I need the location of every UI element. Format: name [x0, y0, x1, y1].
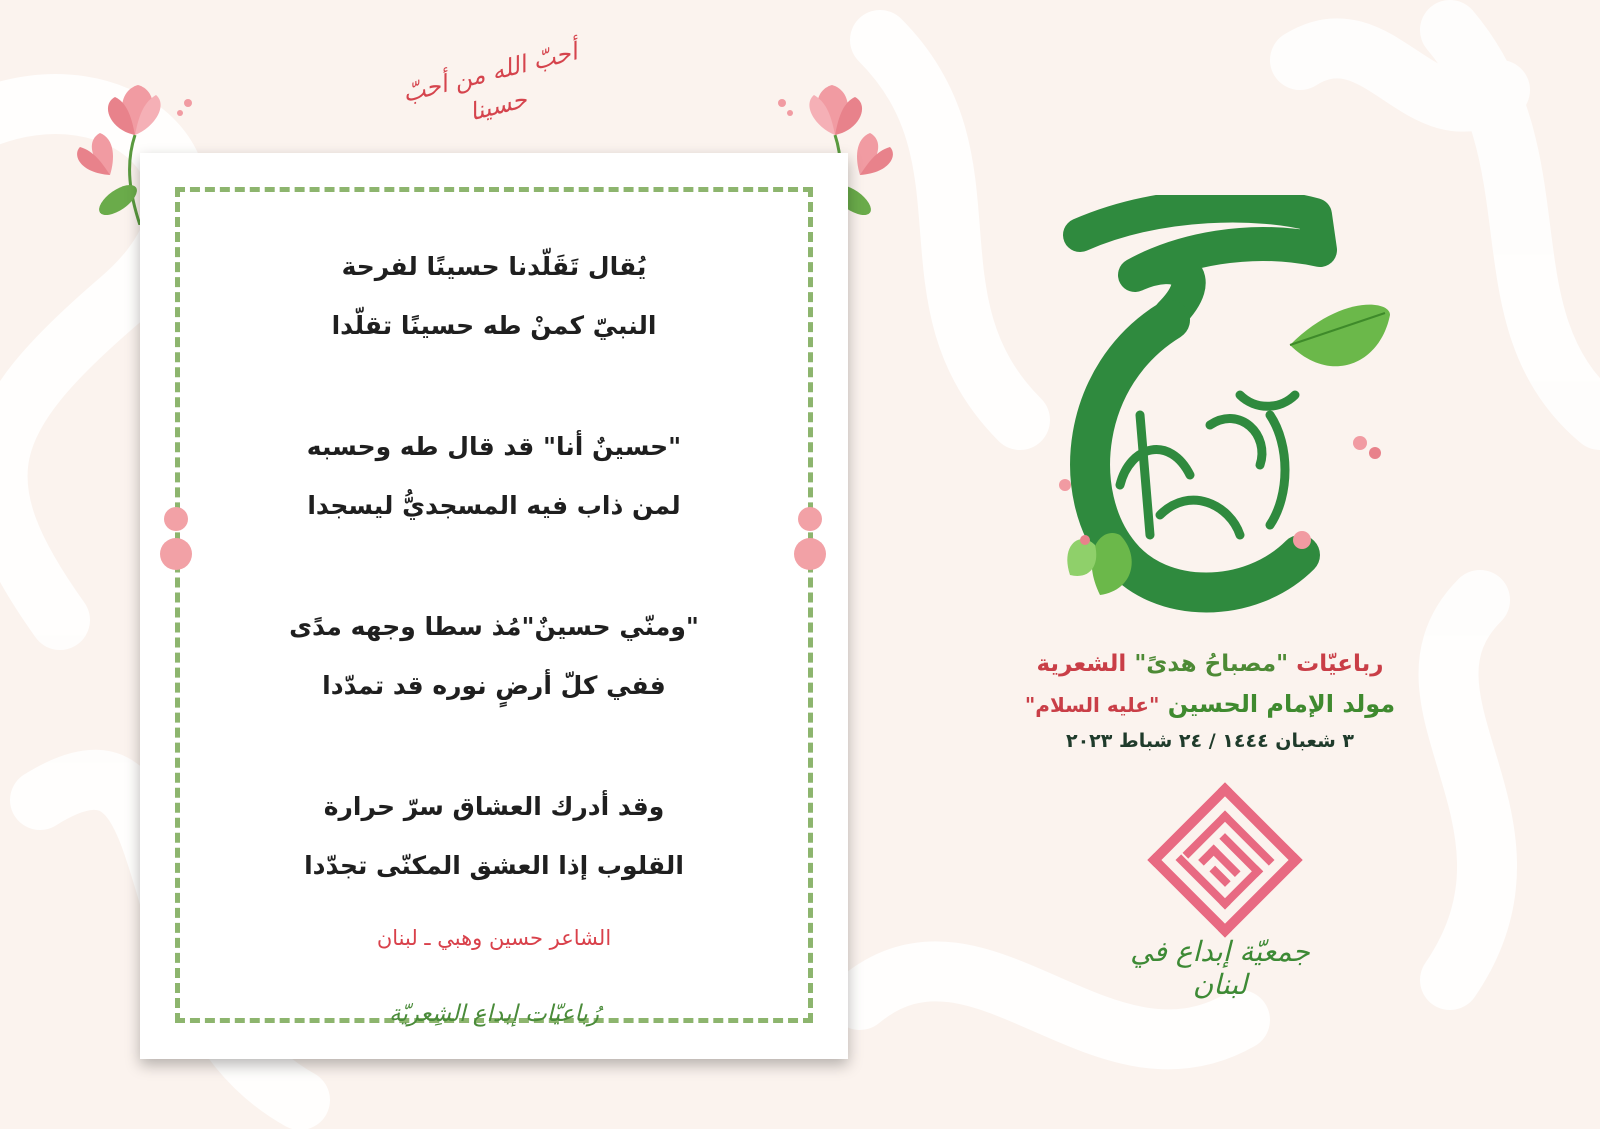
poem-line: النبيّ كمنْ طه حسينًا تقلّدا: [331, 311, 657, 340]
series-signature: رُباعيّات إبداع الشِعريّة: [389, 1001, 599, 1027]
stanza: [180, 417, 808, 535]
poet-credit: الشاعر حسين وهبي ـ لبنان: [376, 926, 612, 950]
date-line: ٣ شعبان ١٤٤٤ / ٢٤ شباط ٢٠٢٣: [1065, 730, 1355, 752]
right-dot-icon: [794, 538, 826, 570]
left-dot-icon: [160, 538, 192, 570]
poem-line: لمن ذاب فيه المسجديُّ ليسجدا: [307, 491, 681, 520]
poem-line: يُقال تَقَلّدنا حسينًا لفرحة: [341, 252, 647, 281]
stanza: [180, 777, 808, 895]
left-dot-icon: [164, 507, 188, 531]
poem-line: القلوب إذا العشق المكنّى تجدّدا: [304, 851, 684, 880]
poem-line: وقد أدرك العشاق سرّ حرارة: [323, 792, 665, 821]
series-title-quoted: "مصباحُ هدىً": [1134, 651, 1289, 677]
poem-card: [140, 153, 848, 1059]
poem-line: ففي كلّ أرضٍ نوره قد تمدّدا: [322, 671, 666, 700]
poem-line: "ومنّي حسينٌ"مُذ سطا وجهه مدًى: [289, 612, 699, 641]
emblem-logo: [1040, 195, 1420, 650]
occasion-line: [960, 690, 1460, 718]
right-dot-icon: [798, 507, 822, 531]
poem-line: "حسينٌ أنا" قد قال طه وحسبه: [306, 432, 682, 461]
stanza: [180, 237, 808, 355]
series-title: [960, 651, 1460, 677]
series-title-prefix: رباعيّات: [1296, 651, 1384, 677]
series-title-suffix: الشعرية: [1036, 651, 1127, 677]
header-calligraphy: أحبّ الله من أحبّ حسينا: [399, 37, 581, 127]
occasion-main: مولد الإمام الحسين: [1167, 690, 1396, 718]
organization-logo: جمعيّة إبداع في لبنان: [1130, 935, 1310, 1001]
occasion-quoted: "عليه السلام": [1024, 693, 1160, 717]
stanza: [180, 597, 808, 715]
poem-text: [180, 237, 808, 957]
